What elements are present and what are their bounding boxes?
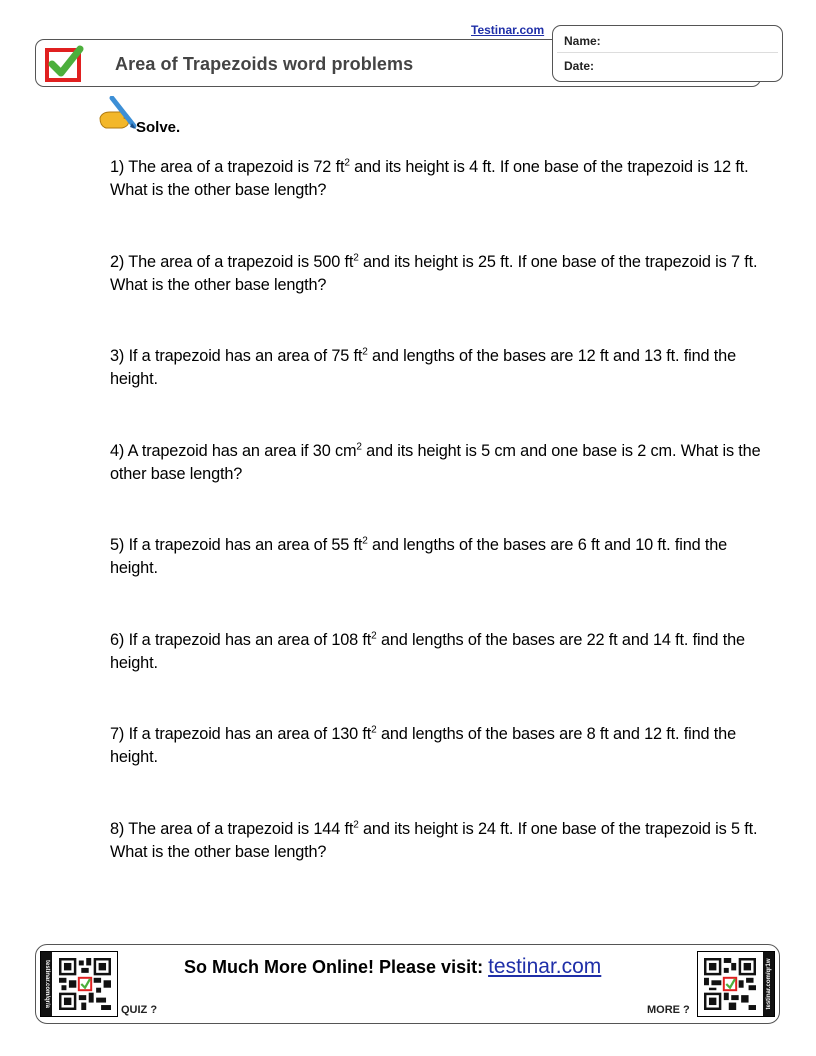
problem-item: 2) The area of a trapezoid is 500 $ft^2$ and its height is 25 ft. If one base of the trapezoid is 7 ft. What is the other base length? (110, 252, 758, 294)
checkbox-checkmark-icon (44, 44, 84, 84)
quiz-label: QUIZ ? (121, 1004, 158, 1016)
problem-item: 4) A trapezoid has an area if 30 $cm^2$ and its height is 5 cm and one base is 2 cm. What is the other base length? (110, 441, 761, 483)
instructions-label: Solve. (136, 119, 181, 136)
problem-item: 7) If a trapezoid has an area of 130 $ft^2$ and lengths of the bases are 8 ft and 12 ft. find the height. (110, 724, 736, 766)
problem-item: 8) The area of a trapezoid is 144 $ft^2$ and its height is 24 ft. If one base of the trapezoid is 5 ft. What is the other base length? (110, 819, 758, 861)
name-field-label: Name: (564, 34, 601, 48)
qr-code-icon (59, 958, 111, 1010)
divider (557, 52, 778, 53)
date-field-label: Date: (564, 59, 595, 73)
more-label: MORE ? (647, 1004, 690, 1016)
testinar-link[interactable]: Testinar.com (471, 23, 545, 37)
problem-list (110, 156, 765, 912)
problem-item: 3) If a trapezoid has an area of 75 $ft^2$ and lengths of the bases are 12 ft and 13 ft. find the height. (110, 346, 736, 388)
qr-caption-strip: testinar.com/qr/a (41, 952, 52, 1016)
page-title: Area of Trapezoids word problems (115, 54, 414, 74)
problem-item: 1) The area of a trapezoid is 72 $ft^2$ and its height is 4 ft. If one base of the trapezoid is 12 ft. What is the other base length? (110, 157, 749, 199)
footer-testinar-link[interactable]: testinar.com (488, 955, 602, 978)
qr-code-quiz[interactable] (40, 951, 118, 1017)
writing-hand-icon (98, 96, 138, 132)
qr-code-icon (704, 958, 756, 1010)
qr-caption-strip: testinar.com/qr1w (763, 952, 774, 1016)
qr-code-more[interactable] (697, 951, 775, 1017)
name-date-box (552, 25, 783, 82)
problem-item: 5) If a trapezoid has an area of 55 $ft^2$ and lengths of the bases are 6 ft and 10 ft. find the height. (110, 535, 728, 577)
footer-message: So Much More Online! Please visit: testinar.com (184, 955, 602, 978)
problem-item: 6) If a trapezoid has an area of 108 $ft^2$ and lengths of the bases are 22 ft and 14 ft. find the height. (110, 630, 745, 672)
